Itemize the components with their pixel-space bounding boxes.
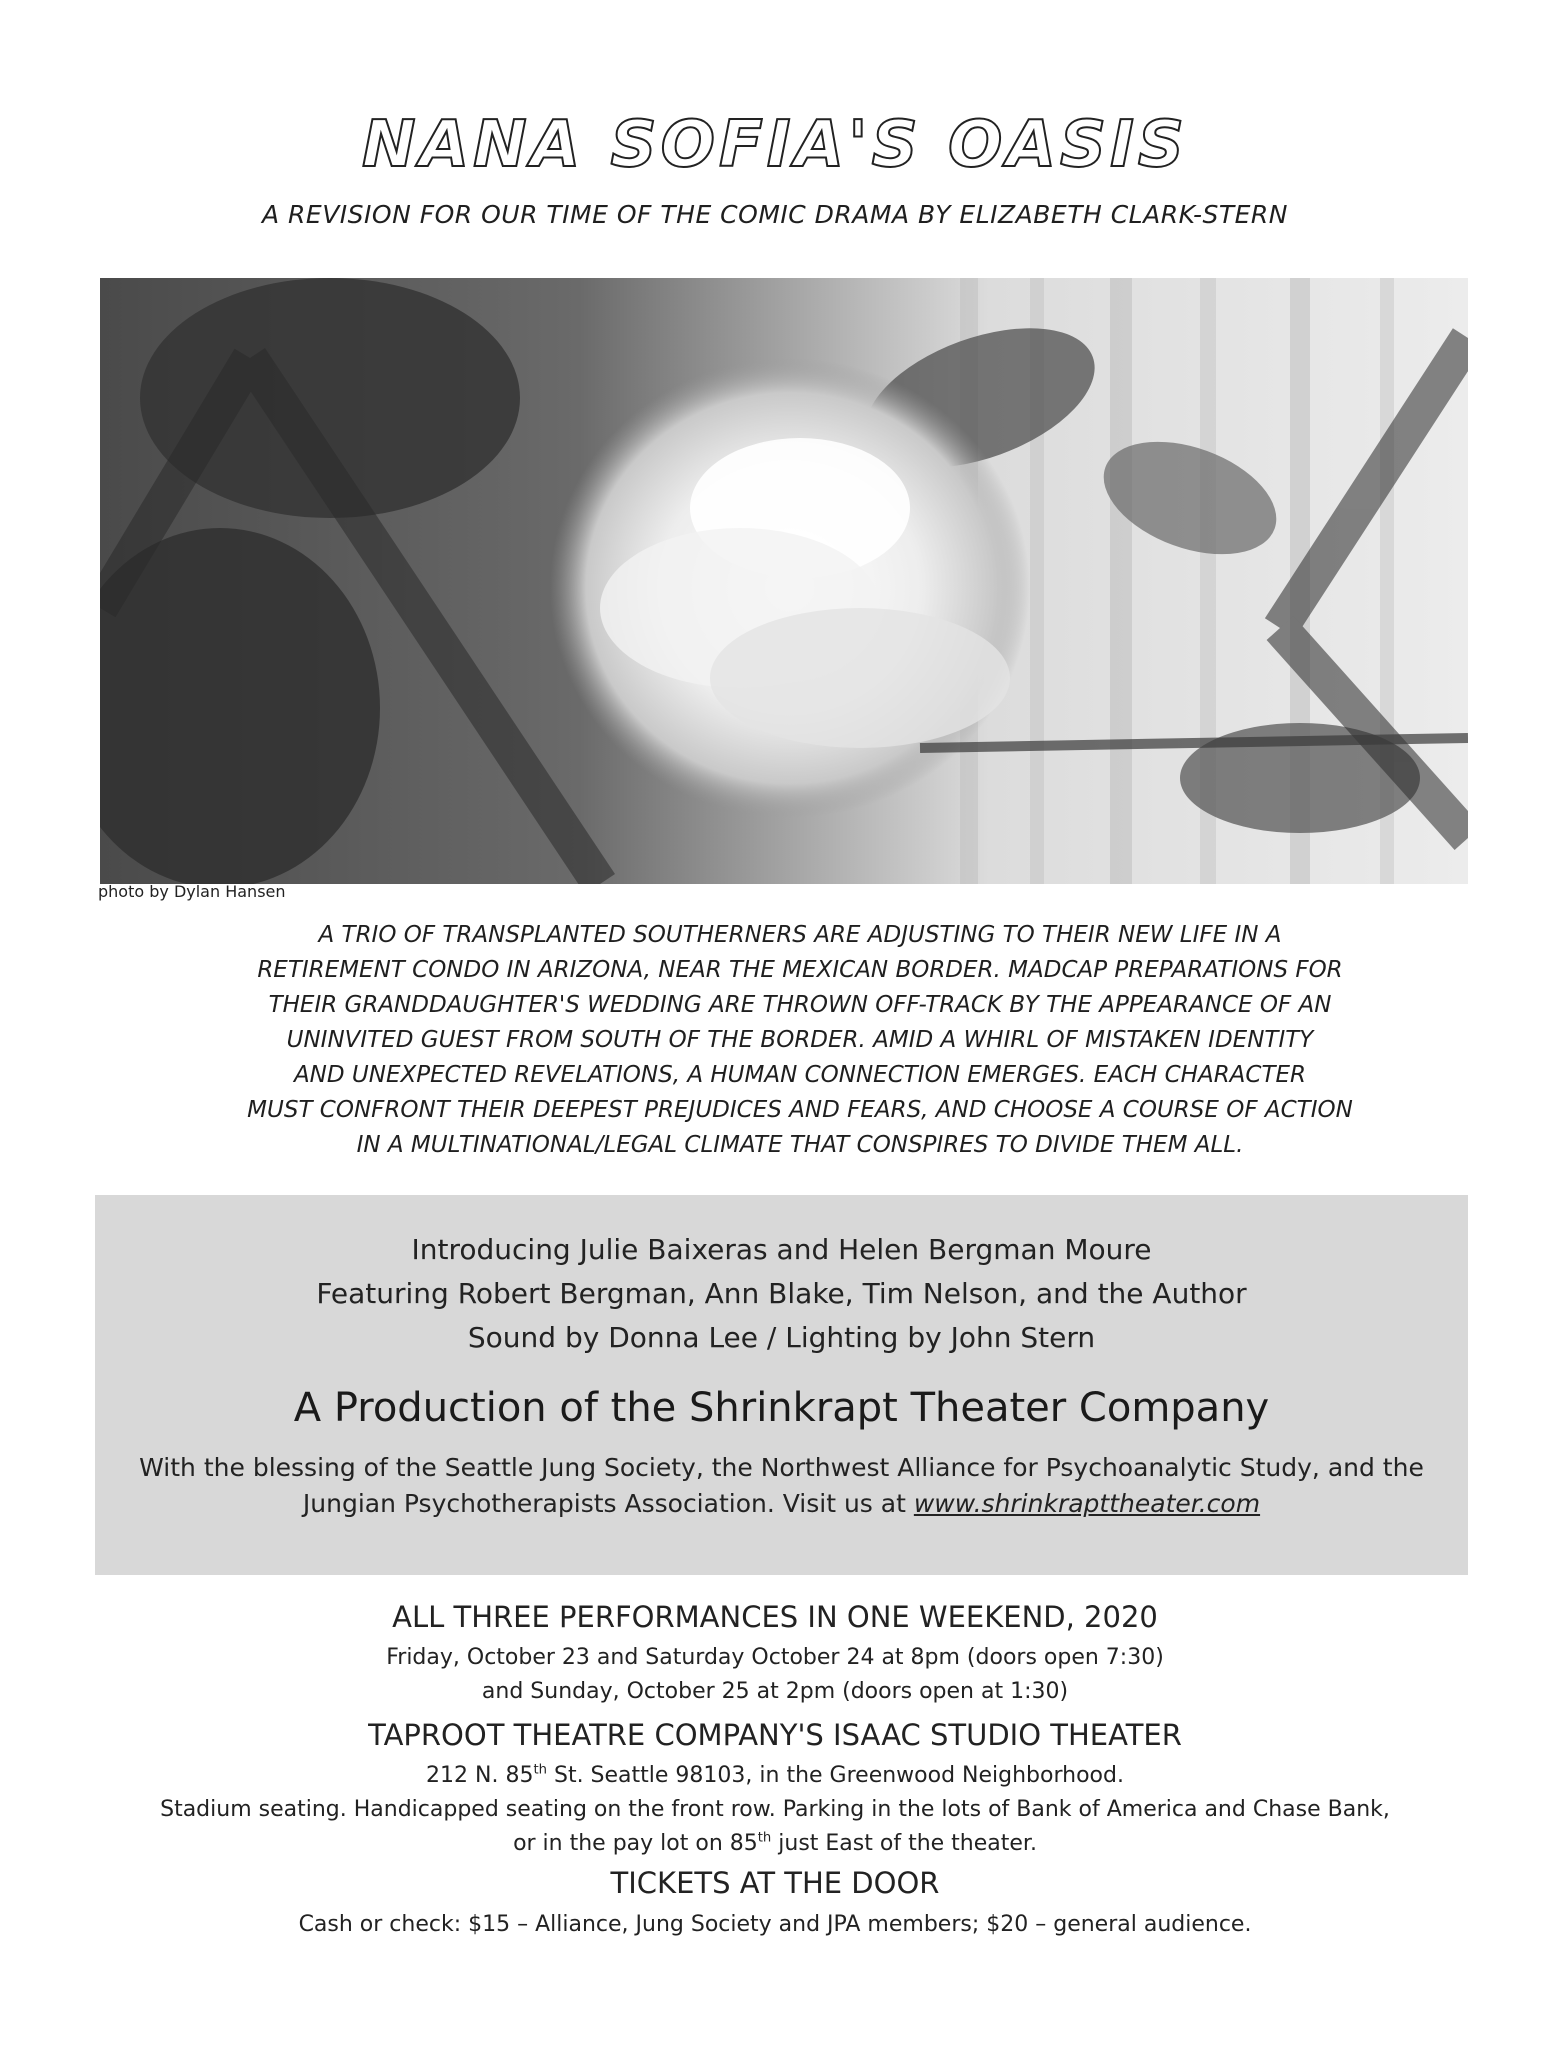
description-line: THEIR GRANDDAUGHTER'S WEDDING ARE THROWN OFF-TRACK BY THE APPEARANCE OF AN [268, 992, 1332, 1018]
blessing-line: With the blessing of the Seattle Jung Society, the Northwest Alliance for Psychoanalytic Study, and the [139, 1453, 1424, 1482]
venue-name: TAPROOT THEATRE COMPANY'S ISAAC STUDIO THEATER [368, 1718, 1182, 1752]
performance-dates: and Sunday, October 25 at 2pm (doors open at 1:30) [481, 1679, 1069, 1704]
tickets-heading: TICKETS AT THE DOOR [610, 1866, 940, 1900]
description-line: MUST CONFRONT THEIR DEEPEST PREJUDICES AND FEARS, AND CHOOSE A COURSE OF ACTION [247, 1097, 1353, 1123]
parking-ordinal: th [757, 1830, 772, 1846]
blessing-text [115, 1450, 1448, 1522]
description-line: A TRIO OF TRANSPLANTED SOUTHERNERS ARE ADJUSTING TO THEIR NEW LIFE IN A [318, 922, 1282, 948]
description-line: RETIREMENT CONDO IN ARIZONA, NEAR THE MEXICAN BORDER. MADCAP PREPARATIONS FOR [257, 957, 1343, 983]
seating-info: Stadium seating. Handicapped seating on the front row. Parking in the lots of Bank of America and Chase Bank, [160, 1797, 1390, 1822]
blessing-line [115, 1486, 1448, 1522]
play-subtitle: A REVISION FOR OUR TIME OF THE COMIC DRAMA BY ELIZABETH CLARK-STERN [261, 200, 1288, 229]
production-company: A Production of the Shrinkrapt Theater Company [293, 1385, 1270, 1431]
description-line: AND UNEXPECTED REVELATIONS, A HUMAN CONNECTION EMERGES. EACH CHARACTER [293, 1062, 1307, 1088]
flower-photo [100, 278, 1468, 884]
address-ordinal: th [533, 1762, 547, 1778]
website-link[interactable]: www.shrinkrapttheater.com [913, 1489, 1261, 1518]
credits-panel [95, 1195, 1468, 1575]
featuring-line: Featuring Robert Bergman, Ann Blake, Tim Nelson, and the Author [316, 1277, 1247, 1310]
venue-address [0, 1763, 1550, 1788]
ticket-prices: Cash or check: $15 – Alliance, Jung Society and JPA members; $20 – general audience. [298, 1912, 1252, 1937]
sound-lighting-line: Sound by Donna Lee / Lighting by John Stern [467, 1321, 1096, 1354]
performance-dates: Friday, October 23 and Saturday October 24 at 8pm (doors open 7:30) [386, 1645, 1164, 1670]
parking-info [0, 1831, 1550, 1856]
description-line: IN A MULTINATIONAL/LEGAL CLIMATE THAT CONSPIRES TO DIVIDE THEM ALL. [356, 1132, 1244, 1158]
introducing-line: Introducing Julie Baixeras and Helen Bergman Moure [411, 1233, 1152, 1266]
photo-credit: photo by Dylan Hansen [98, 882, 286, 901]
address-text: 212 N. 85 [426, 1763, 534, 1788]
description-line: UNINVITED GUEST FROM SOUTH OF THE BORDER. AMID A WHIRL OF MISTAKEN IDENTITY [286, 1027, 1314, 1053]
performances-heading: ALL THREE PERFORMANCES IN ONE WEEKEND, 2020 [392, 1600, 1158, 1634]
address-text: St. Seattle 98103, in the Greenwood Neighborhood. [546, 1763, 1124, 1788]
play-description [190, 918, 1410, 1163]
parking-text: just East of the theater. [771, 1831, 1037, 1856]
blessing-line-text: Jungian Psychotherapists Association. Visit us at [302, 1489, 914, 1518]
play-title: NANA SOFIA'S OASIS [362, 108, 1188, 182]
parking-text: or in the pay lot on 85 [513, 1831, 758, 1856]
